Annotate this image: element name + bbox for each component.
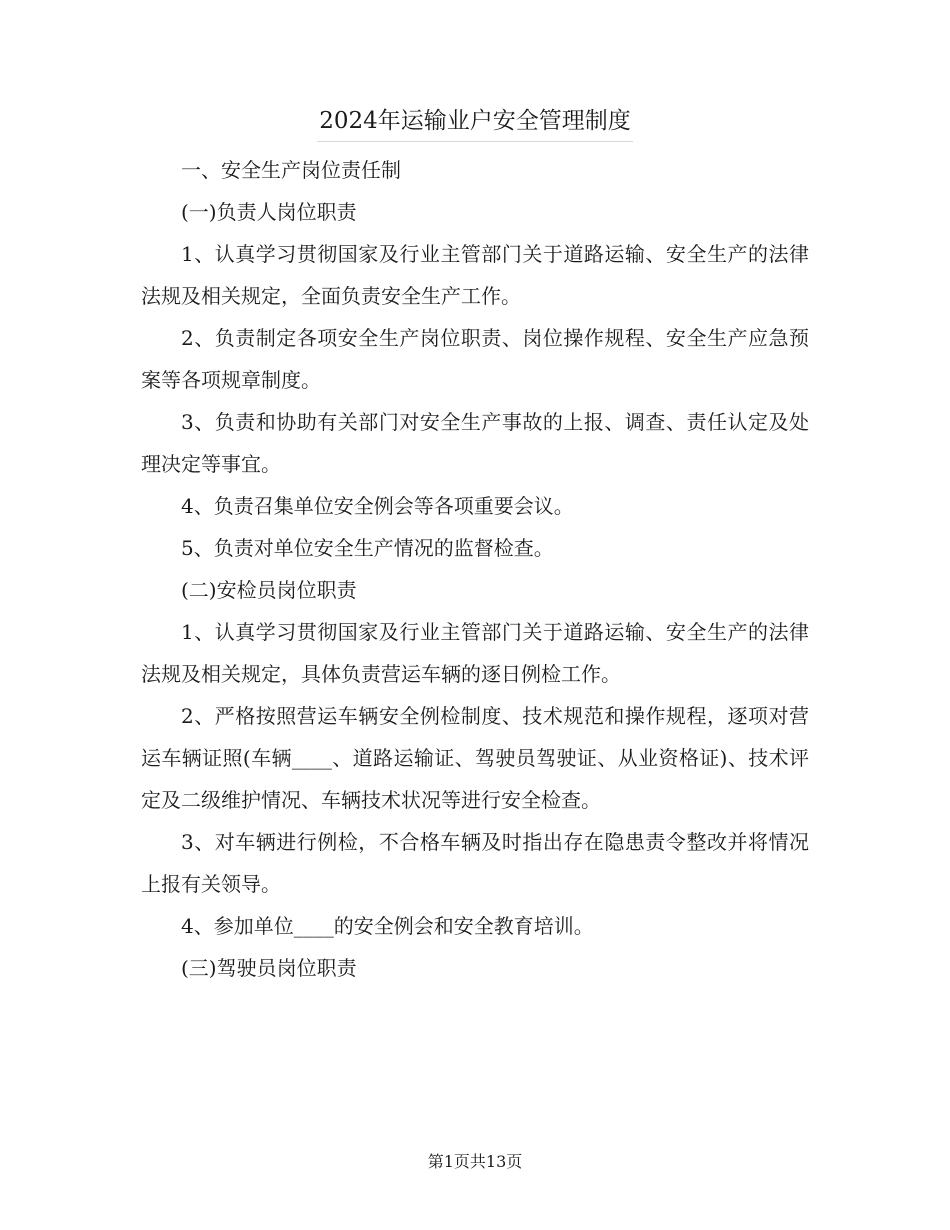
subsection-heading: (三)驾驶员岗位职责 <box>181 956 357 980</box>
paragraph: 3、对车辆进行例检，不合格车辆及时指出存在隐患责令整改并将情况上报有关领导。 <box>141 830 809 896</box>
subsection-heading: (二)安检员岗位职责 <box>181 578 357 602</box>
paragraph: 2、严格按照营运车辆安全例检制度、技术规范和操作规程，逐项对营运车辆证照(车辆____、道路运输证、驾驶员驾驶证、从业资格证)、技术评定及二级维护情况、车辆技术状况等进行安全检查。 <box>141 704 809 812</box>
paragraph: 1、认真学习贯彻国家及行业主管部门关于道路运输、安全生产的法律法规及相关规定，全面负责安全生产工作。 <box>141 242 809 308</box>
paragraph: 4、参加单位____的安全例会和安全教育培训。 <box>181 914 594 938</box>
document-title-text: 2024年运输业户安全管理制度 <box>317 101 633 142</box>
page-footer: 第1页共13页 <box>427 1152 523 1171</box>
subsection-heading: (一)负责人岗位职责 <box>181 200 357 224</box>
paragraph: 3、负责和协助有关部门对安全生产事故的上报、调查、责任认定及处理决定等事宜。 <box>141 410 809 476</box>
document-body <box>141 149 809 989</box>
paragraph: 2、负责制定各项安全生产岗位职责、岗位操作规程、安全生产应急预案等各项规章制度。 <box>141 326 809 392</box>
paragraph: 5、负责对单位安全生产情况的监督检查。 <box>181 536 554 560</box>
document-title <box>0 101 950 142</box>
paragraph: 1、认真学习贯彻国家及行业主管部门关于道路运输、安全生产的法律法规及相关规定，具体负责营运车辆的逐日例检工作。 <box>141 620 809 686</box>
paragraph: 4、负责召集单位安全例会等各项重要会议。 <box>181 494 574 518</box>
section-heading: 一、安全生产岗位责任制 <box>181 158 401 182</box>
